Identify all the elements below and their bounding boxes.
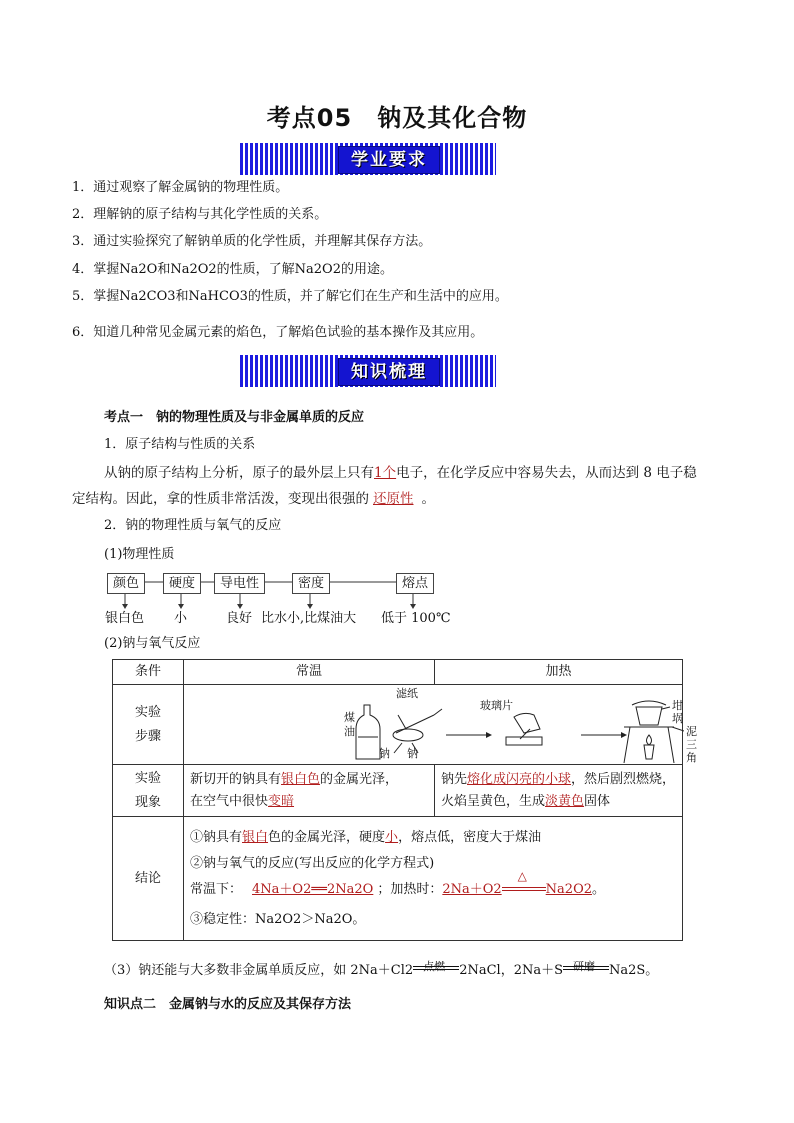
req-1: 1．通过观察了解金属钠的物理性质。 [72,180,289,195]
section1-sub2-1: (1)物理性质 [104,547,175,562]
label-kerosene-2: 油 [344,725,355,738]
equation-heat-left: 2Na＋O2 [442,881,502,897]
prop-box-color: 颜色 [107,573,145,594]
property-connectors [100,570,440,610]
answer-blank-2: 还原性 [373,491,414,507]
conclusion-4: ③稳定性：Na2O2＞Na2O。 [190,911,366,927]
paragraph-line2: 定结构。因此，拿的性质非常活泼，变现出很强的 还原性 。 [72,491,435,507]
prop-value-conductivity: 良好 [226,611,253,626]
prop-value-density: 比水小,比煤油大 [261,611,357,626]
paragraph-line1: 从钠的原子结构上分析，原子的最外层上只有1个电子，在化学反应中容易失去，从而达到 8 电子稳 [104,465,697,481]
phenomenon-normal: 新切开的钠具有银白色的金属光泽， 在空气中很快变暗 [184,765,435,817]
conclusion-1: ①钠具有银白色的金属光泽，硬度小，熔点低，密度大于煤油 [190,829,542,845]
condition-arrow: △ [502,879,546,891]
label-filter: 滤纸 [396,687,418,700]
req-6: 6．知道几种常见金属元素的焰色，了解焰色试验的基本操作及其应用。 [72,325,484,340]
banner-requirements [240,143,496,175]
condition-grind: 研磨 [563,970,609,974]
reaction-table [112,659,697,941]
section2-heading: 知识点二 金属钠与水的反应及其保存方法 [104,997,352,1012]
th-heat: 加热 [435,660,683,685]
reaction-line-3: （3）钠还能与大多数非金属单质反应，如 2Na＋Cl2 点燃 2NaCl，2Na＋S 研磨 Na2S。 [104,960,659,978]
conclusion-2: ②钠与氧气的反应(写出反应的化学方程式) [190,855,435,871]
prop-value-melting: 低于 100℃ [381,611,451,626]
conclusion-cell [184,817,683,941]
answer-blank-1: 1个 [374,465,397,481]
th-condition: 条件 [113,660,184,685]
label-kerosene-1: 煤 [344,711,355,724]
prop-box-conductivity: 导电性 [214,573,265,594]
experiment-figure [184,685,697,765]
phenomenon-heat: 钠先熔化成闪亮的小球，然后剧烈燃烧， 火焰呈黄色，生成淡黄色固体 [435,765,683,817]
req-3: 3．通过实验探究了解钠单质的化学性质，并理解其保存方法。 [72,234,432,249]
prop-value-color: 银白色 [105,611,145,626]
apparatus-illustration [184,685,684,763]
th-normal: 常温 [184,660,435,685]
equation-normal: 4Na＋O2══2Na2O [252,881,374,897]
label-glass-plate: 玻璃片 [480,699,513,712]
row-label-conclusion: 结论 [113,817,184,941]
conclusion-3: 常温下： 4Na＋O2══2Na2O ；加热时：2Na＋O2 △ Na2O2。 [190,868,606,897]
equation-heat-right: Na2O2 [545,881,592,897]
label-clay-triangle: 泥三角 [686,725,697,764]
page-title: 考点05 钠及其化合物 [266,104,528,132]
label-sodium-2: 钠 [407,747,418,760]
section1-sub2: 2．钠的物理性质与氧气的反应 [104,518,282,533]
banner-label: 学业要求 [338,146,440,174]
row-label-steps: 实验步骤 [113,685,184,765]
banner-label: 知识梳理 [338,358,440,386]
req-5: 5．掌握Na2CO3和NaHCO3的性质，并了解它们在生产和生活中的应用。 [72,289,508,304]
prop-box-hardness: 硬度 [163,573,201,594]
prop-value-hardness: 小 [174,611,188,626]
prop-box-melting: 熔点 [396,573,434,594]
label-sodium-1: 钠 [379,747,390,760]
label-crucible: 坩埚 [672,699,683,725]
row-label-phenomenon: 实验现象 [113,765,184,817]
section1-sub2-2: (2)钠与氧气反应 [104,636,201,651]
condition-ignite: 点燃 [413,970,459,974]
req-2: 2．理解钠的原子结构与其化学性质的关系。 [72,207,328,222]
req-4: 4．掌握Na2O和Na2O2的性质，了解Na2O2的用途。 [72,262,393,277]
prop-box-density: 密度 [292,573,330,594]
banner-knowledge [240,355,496,387]
section1-sub1: 1．原子结构与性质的关系 [104,437,256,452]
section1-heading: 考点一 钠的物理性质及与非金属单质的反应 [104,410,365,425]
